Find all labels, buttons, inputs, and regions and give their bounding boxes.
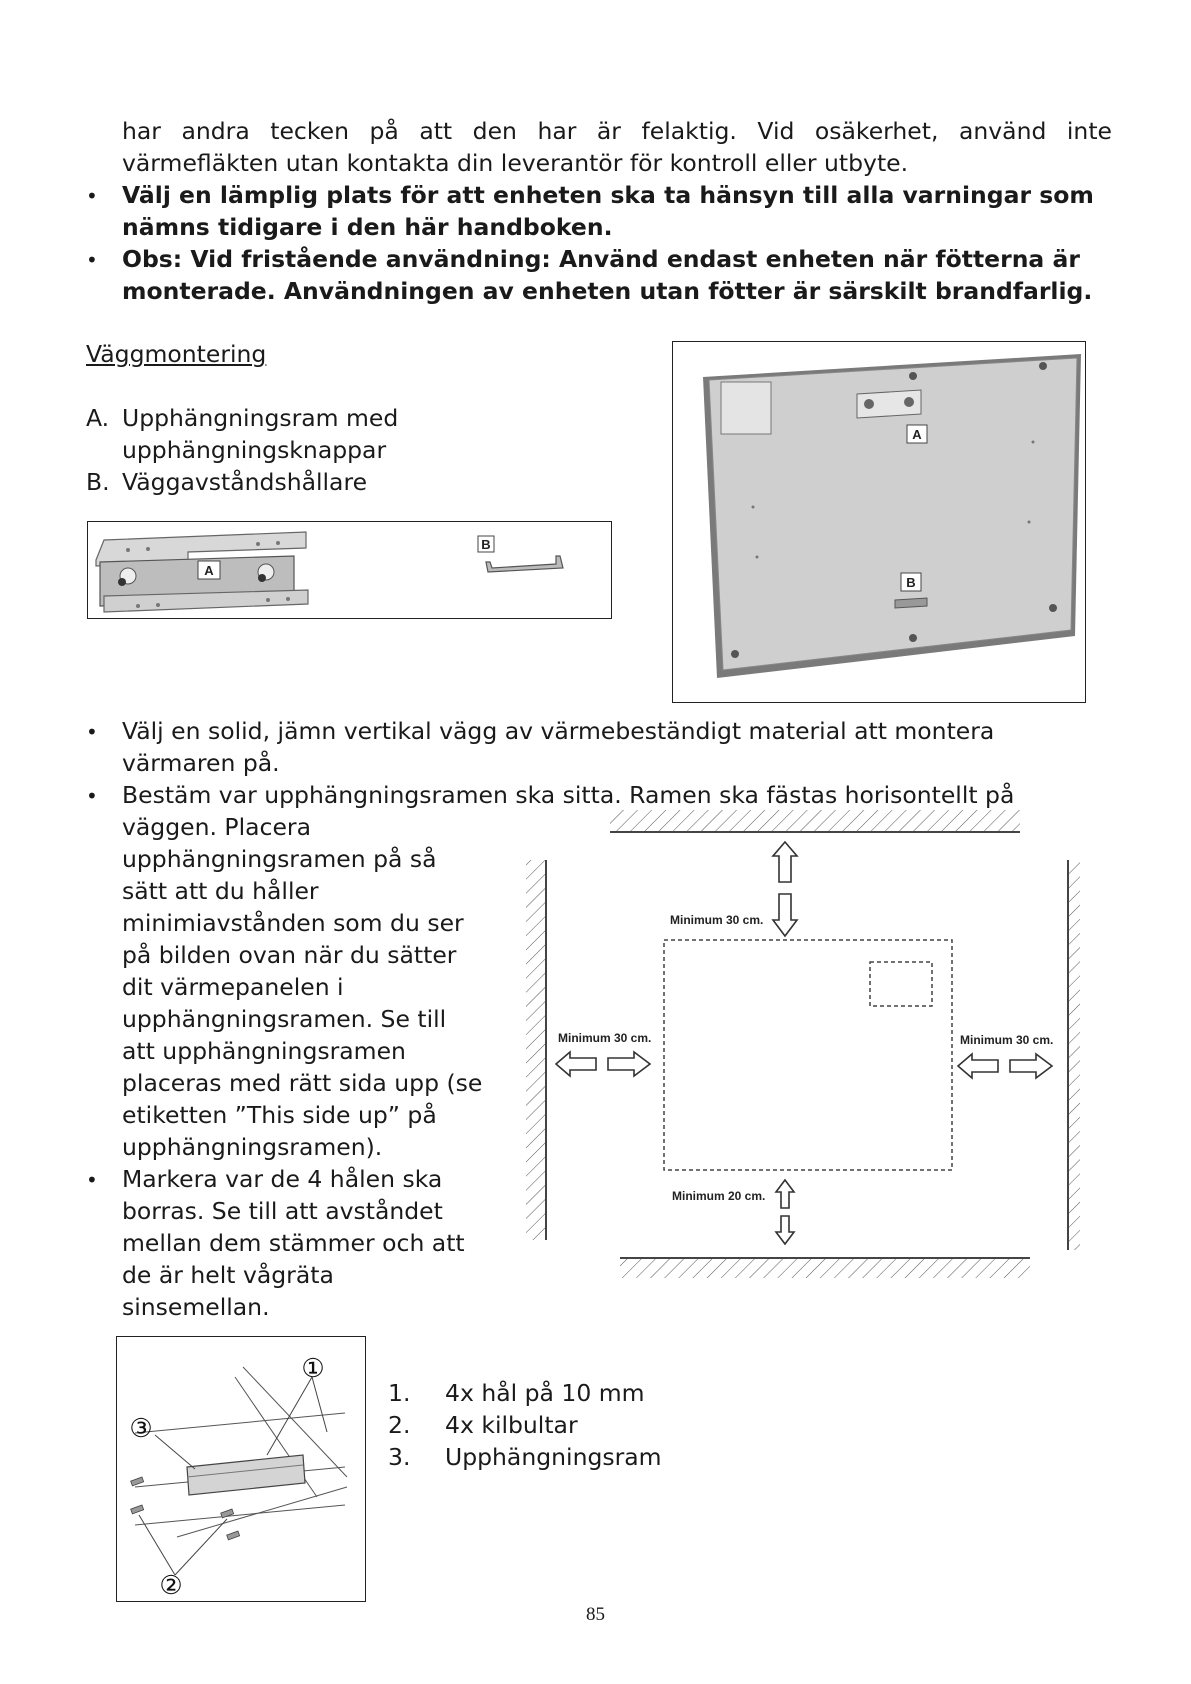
wall-spacer-drawing	[478, 536, 563, 572]
label-b: B	[481, 537, 491, 552]
part-a-letter: A.	[86, 404, 110, 432]
part-b-line-1: Väggavståndshållare	[122, 468, 368, 496]
clearance-diagram	[520, 800, 1080, 1280]
intro-line-2: värmefläkten utan kontakta din leverantör för kontroll eller utbyte.	[122, 149, 909, 177]
bullet-mark: •	[86, 784, 98, 808]
step-2-line-10: placeras med rätt sida upp (se	[122, 1069, 483, 1097]
step-2-line-1: Bestäm var upphängningsramen ska sitta. Ramen ska fästas horisontellt på	[122, 781, 1015, 809]
step-2-line-11: etiketten ”This side up” på	[122, 1101, 437, 1129]
step-2-line-2: väggen. Placera	[122, 813, 311, 841]
step-3-line-5: sinsemellan.	[122, 1293, 270, 1321]
step-2-line-7: dit värmepanelen i	[122, 973, 344, 1001]
left-wall-hatch	[526, 860, 546, 1240]
drilling-figure	[116, 1336, 366, 1602]
intro-line-1: har andra tecken på att den har är felaktig. Vid osäkerhet, använd inte	[122, 117, 1112, 145]
bullet-mark: •	[86, 184, 98, 208]
step-3-line-2: borras. Se till att avståndet	[122, 1197, 443, 1225]
part-a-line-1: Upphängningsram med	[122, 404, 399, 432]
floor-hatch	[620, 1258, 1030, 1278]
warning-1-line-1: Välj en lämplig plats för att enheten ska ta hänsyn till alla varningar som	[122, 181, 1094, 209]
callout-2: ②	[159, 1570, 183, 1600]
parts-list-item-1: 4x hål på 10 mm	[445, 1379, 645, 1407]
part-a-line-2: upphängningsknappar	[122, 436, 387, 464]
heater-outline	[664, 940, 952, 1170]
step-2-line-4: sätt att du håller	[122, 877, 319, 905]
step-3-line-3: mellan dem stämmer och att	[122, 1229, 465, 1257]
bullet-mark: •	[86, 1168, 98, 1192]
parts-list-item-2: 4x kilbultar	[445, 1411, 578, 1439]
warning-1-line-2: nämns tidigare i den här handboken.	[122, 213, 613, 241]
page-number: 85	[586, 1604, 605, 1625]
bullet-mark: •	[86, 248, 98, 272]
ceiling-hatch	[610, 810, 1020, 832]
callout-1: ①	[301, 1353, 325, 1383]
step-2-line-8: upphängningsramen. Se till	[122, 1005, 447, 1033]
clearance-bottom-label: Minimum 20 cm.	[672, 1189, 766, 1203]
part-b-letter: B.	[86, 468, 110, 496]
clearance-top-label: Minimum 30 cm.	[670, 913, 764, 927]
step-2-line-6: på bilden ovan när du sätter	[122, 941, 457, 969]
step-2-line-9: att upphängningsramen	[122, 1037, 406, 1065]
parts-list-num-2: 2.	[388, 1411, 411, 1439]
warning-2-line-1: Obs: Vid fristående användning: Använd endast enheten när fötterna är	[122, 245, 1080, 273]
parts-list-num-3: 3.	[388, 1443, 411, 1471]
step-3-line-4: de är helt vågräta	[122, 1261, 334, 1289]
step-3-line-1: Markera var de 4 hålen ska	[122, 1165, 443, 1193]
panel-label-b: B	[906, 575, 916, 590]
parts-list-num-1: 1.	[388, 1379, 411, 1407]
step-1-line-2: värmaren på.	[122, 749, 280, 777]
clearance-left-label: Minimum 30 cm.	[558, 1031, 652, 1045]
step-2-line-5: minimiavstånden som du ser	[122, 909, 464, 937]
arrow-down-icon	[776, 1216, 794, 1244]
arrow-right-icon	[1010, 1054, 1052, 1078]
panel-back-figure	[672, 341, 1086, 703]
control-box-outline	[870, 962, 932, 1006]
arrow-left-icon	[958, 1054, 998, 1078]
panel-label-a: A	[912, 427, 922, 442]
bullet-mark: •	[86, 720, 98, 744]
arrow-right-icon	[608, 1052, 650, 1076]
step-1-line-1: Välj en solid, jämn vertikal vägg av värmebeständigt material att montera	[122, 717, 995, 745]
arrow-down-icon	[773, 894, 797, 936]
arrow-left-icon	[556, 1052, 596, 1076]
label-a: A	[204, 563, 214, 578]
arrow-up-icon	[776, 1180, 794, 1208]
step-2-line-3: upphängningsramen på så	[122, 845, 437, 873]
step-2-line-12: upphängningsramen).	[122, 1133, 383, 1161]
callout-3: ③	[129, 1413, 153, 1443]
parts-figure	[87, 521, 612, 619]
mounting-frame-drawing	[96, 532, 308, 612]
warning-2-line-2: monterade. Användningen av enheten utan fötter är särskilt brandfarlig.	[122, 277, 1093, 305]
section-heading: Väggmontering	[86, 340, 267, 368]
right-wall-hatch	[1068, 860, 1080, 1250]
clearance-right-label: Minimum 30 cm.	[960, 1033, 1054, 1047]
arrow-up-icon	[773, 842, 797, 882]
parts-list-item-3: Upphängningsram	[445, 1443, 662, 1471]
